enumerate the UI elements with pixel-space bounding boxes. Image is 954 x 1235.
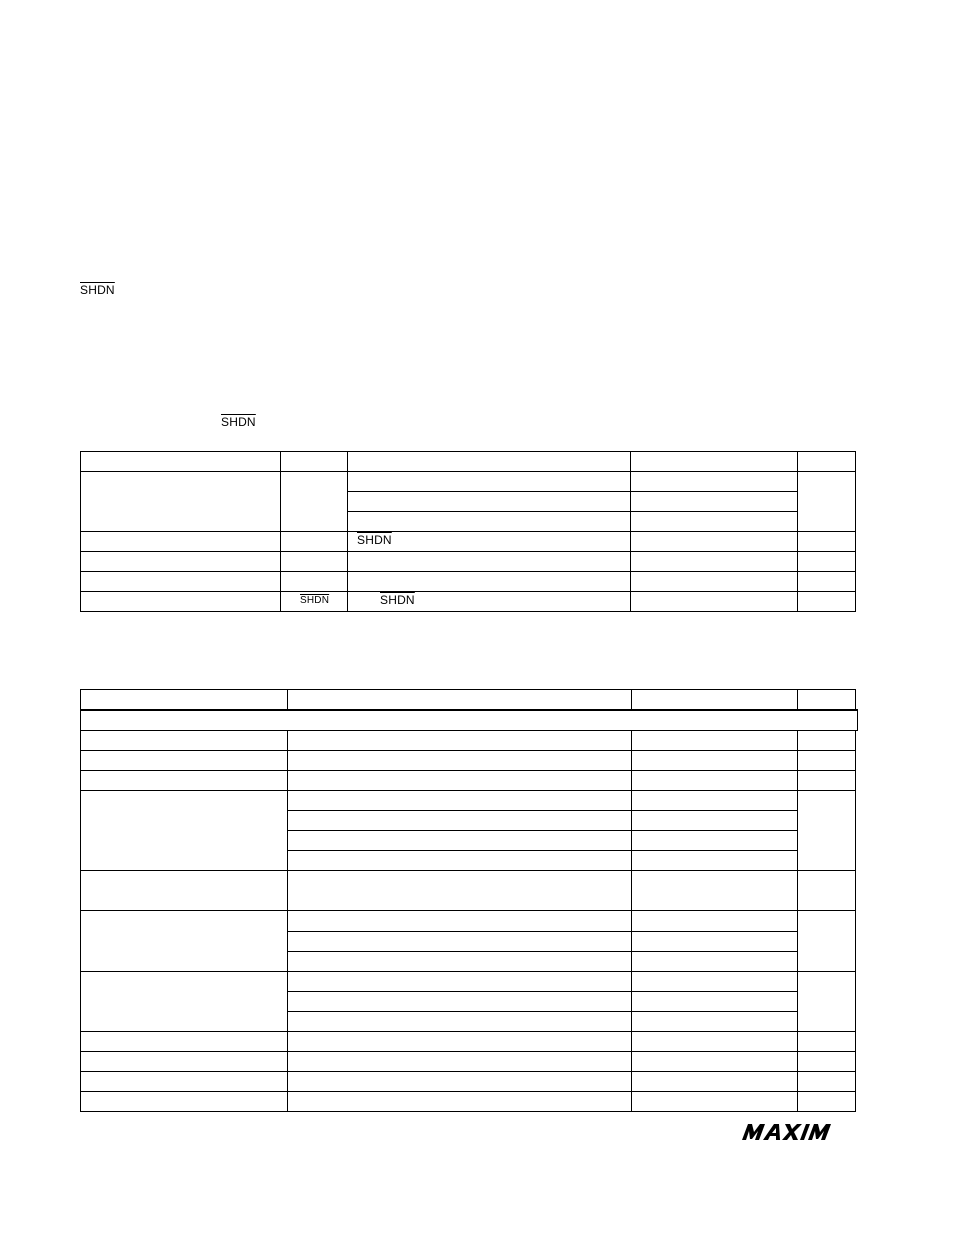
table2-rule (80, 790, 856, 791)
table1-cell-shdn-symbol: SHDN (300, 595, 330, 606)
table2-rule (80, 910, 856, 911)
table2-rule (80, 1111, 856, 1112)
table2-rule (80, 971, 856, 972)
maxim-logo-icon (742, 1124, 848, 1140)
table2-rule (287, 830, 797, 831)
table2-rule (80, 689, 81, 1112)
table2-rule (80, 750, 856, 751)
table1-rule (347, 451, 348, 612)
table2-rule (797, 689, 798, 710)
table2-rule (287, 991, 797, 992)
table1-rule (797, 451, 798, 612)
table2-rule (287, 810, 797, 811)
table1-rule (80, 471, 856, 472)
shdn-label-paragraph-2: SHDN (221, 415, 256, 429)
table2-rule (80, 1071, 856, 1072)
table1-rule (347, 491, 797, 492)
table1-rule (347, 511, 797, 512)
table2-rule (80, 730, 858, 731)
table1-cell-shdn: SHDN (357, 533, 392, 547)
table2-rule (80, 870, 856, 871)
table2-rule (287, 850, 797, 851)
shdn-label-paragraph-1: SHDN (80, 283, 115, 297)
table2-rule (287, 1011, 797, 1012)
table1-rule (80, 551, 856, 552)
table1-rule (80, 451, 856, 452)
table2-rule (80, 770, 856, 771)
table2-rule (855, 730, 856, 1112)
table2-rule (80, 1091, 856, 1092)
table1-rule (80, 531, 856, 532)
table1-cell-shdn-condition: SHDN (380, 593, 415, 607)
table2-rule (631, 689, 632, 710)
table1-rule (855, 451, 856, 612)
table2-rule (80, 1031, 856, 1032)
table1-rule (80, 611, 856, 612)
table1-rule (80, 571, 856, 572)
table2-rule (80, 709, 858, 711)
table1-rule (630, 451, 631, 612)
table2-rule (287, 730, 288, 1112)
table2-rule (287, 689, 288, 710)
table2-rule (797, 730, 798, 1112)
table1-rule (280, 451, 281, 612)
table2-rule (287, 951, 797, 952)
table2-rule (80, 1051, 856, 1052)
table2-rule (287, 931, 797, 932)
table1-rule (80, 451, 81, 612)
table2-rule (80, 689, 856, 690)
table2-rule (857, 709, 858, 731)
table2-rule (631, 730, 632, 1112)
table2-rule (855, 689, 856, 710)
table1-rule (80, 591, 856, 592)
